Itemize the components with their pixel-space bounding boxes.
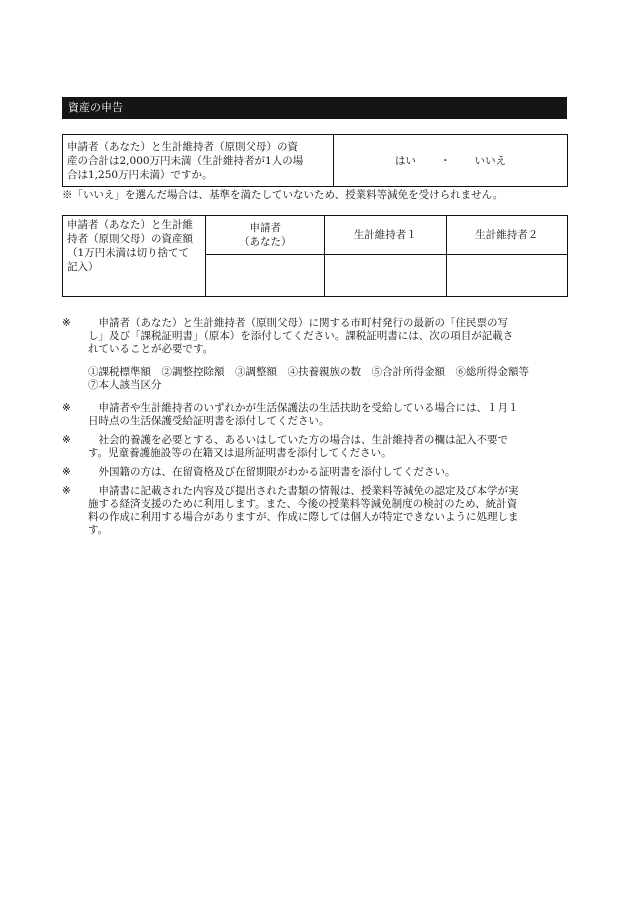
note-line: 社会的養護を必要とする、あるいはしていた方の場合は、生計維持者の欄は記入不要で [98, 434, 508, 446]
note-mark: ※ [62, 466, 71, 478]
notes-section [62, 317, 572, 543]
note-line: す。児童養護施設等の在籍又は退所証明書を添付してください。 [88, 447, 392, 459]
note-line: す。 [88, 524, 109, 536]
option-separator: ・ [440, 154, 451, 167]
note-line: 申請書に記載された内容及び提出された書類の情報は、授業料等減免の認定及び本学が実 [98, 485, 519, 497]
note-item [62, 466, 572, 479]
note-line: 申請者や生計維持者のいずれかが生活保護法の生活扶助を受給している場合には、１月１ [98, 402, 519, 414]
asset-answer-cell [334, 135, 568, 187]
section-title-asset-declaration: 資産の申告 [62, 97, 567, 119]
note-mark: ※ [62, 402, 71, 414]
note-line: し」及び「課税証明書」（原本）を添付してください。課税証明書には、次の項目が記載さ [88, 330, 514, 342]
label-line: 記入） [67, 261, 99, 273]
header-line: （あなた） [238, 236, 292, 248]
no-option[interactable]: いいえ [474, 154, 507, 167]
label-line: 持者（原則父母）の資産額 [67, 233, 193, 245]
note-item [62, 485, 572, 537]
note-item [62, 317, 572, 356]
note-mark: ※ [62, 317, 71, 329]
note-line: 料の作成に利用する場合がありますが、作成に際しては個人が特定できないように処理しま [88, 511, 519, 523]
question-line: 産の合計は2,000万円未満（生計維持者が1人の場 [67, 154, 304, 167]
note-line: れていることが必要です。 [88, 343, 214, 355]
supporter-1-asset-input-cell[interactable] [325, 255, 446, 297]
yes-option[interactable]: はい [394, 154, 416, 167]
question-line: 申請者（あなた）と生計維持者（原則父母）の資 [67, 140, 298, 153]
note-line: 施する経済支援のために利用します。また、今後の授業料等減免制度の検討のため、統計資 [88, 498, 518, 510]
asset-amount-table [62, 215, 568, 297]
applicant-asset-input-cell[interactable] [206, 255, 325, 297]
header-applicant [206, 216, 325, 255]
asset-question-cell [63, 135, 334, 187]
label-line: 申請者（あなた）と生計維 [67, 219, 193, 231]
note-line: 日時点の生活保護受給証明書を添付してください。 [88, 415, 330, 427]
note-mark: ※ [62, 485, 71, 497]
header-supporter-2: 生計維持者２ [446, 216, 567, 255]
header-supporter-1: 生計維持者１ [325, 216, 446, 255]
asset-warning-note: ※「いいえ」を選んだ場合は、基準を満たしていないため、授業料等減免を受けられません。 [62, 189, 504, 201]
asset-question-table [62, 134, 568, 187]
note-mark: ※ [62, 434, 71, 446]
note-item [62, 402, 572, 428]
tax-items-line: ⑦本人該当区分 [88, 379, 162, 391]
tax-items-line: ①課税標準額 ②調整控除額 ③調整額 ④扶養親族の数 ⑤合計所得金額 ⑥総所得金額等 [88, 366, 529, 378]
supporter-2-asset-input-cell[interactable] [446, 255, 567, 297]
note-line: 申請者（あなた）と生計維持者（原則父母）に関する市町村発行の最新の「住民票の写 [98, 317, 508, 329]
note-item [62, 434, 572, 460]
label-line: （1万円未満は切り捨てて [67, 247, 190, 259]
tax-items-list [62, 366, 572, 392]
question-line: 合は1,250万円未満）ですか。 [67, 168, 213, 181]
asset-amount-label [63, 216, 206, 297]
note-line: 外国籍の方は、在留資格及び在留期限がわかる証明書を添付してください。 [98, 466, 456, 478]
header-line: 申請者 [249, 222, 281, 234]
